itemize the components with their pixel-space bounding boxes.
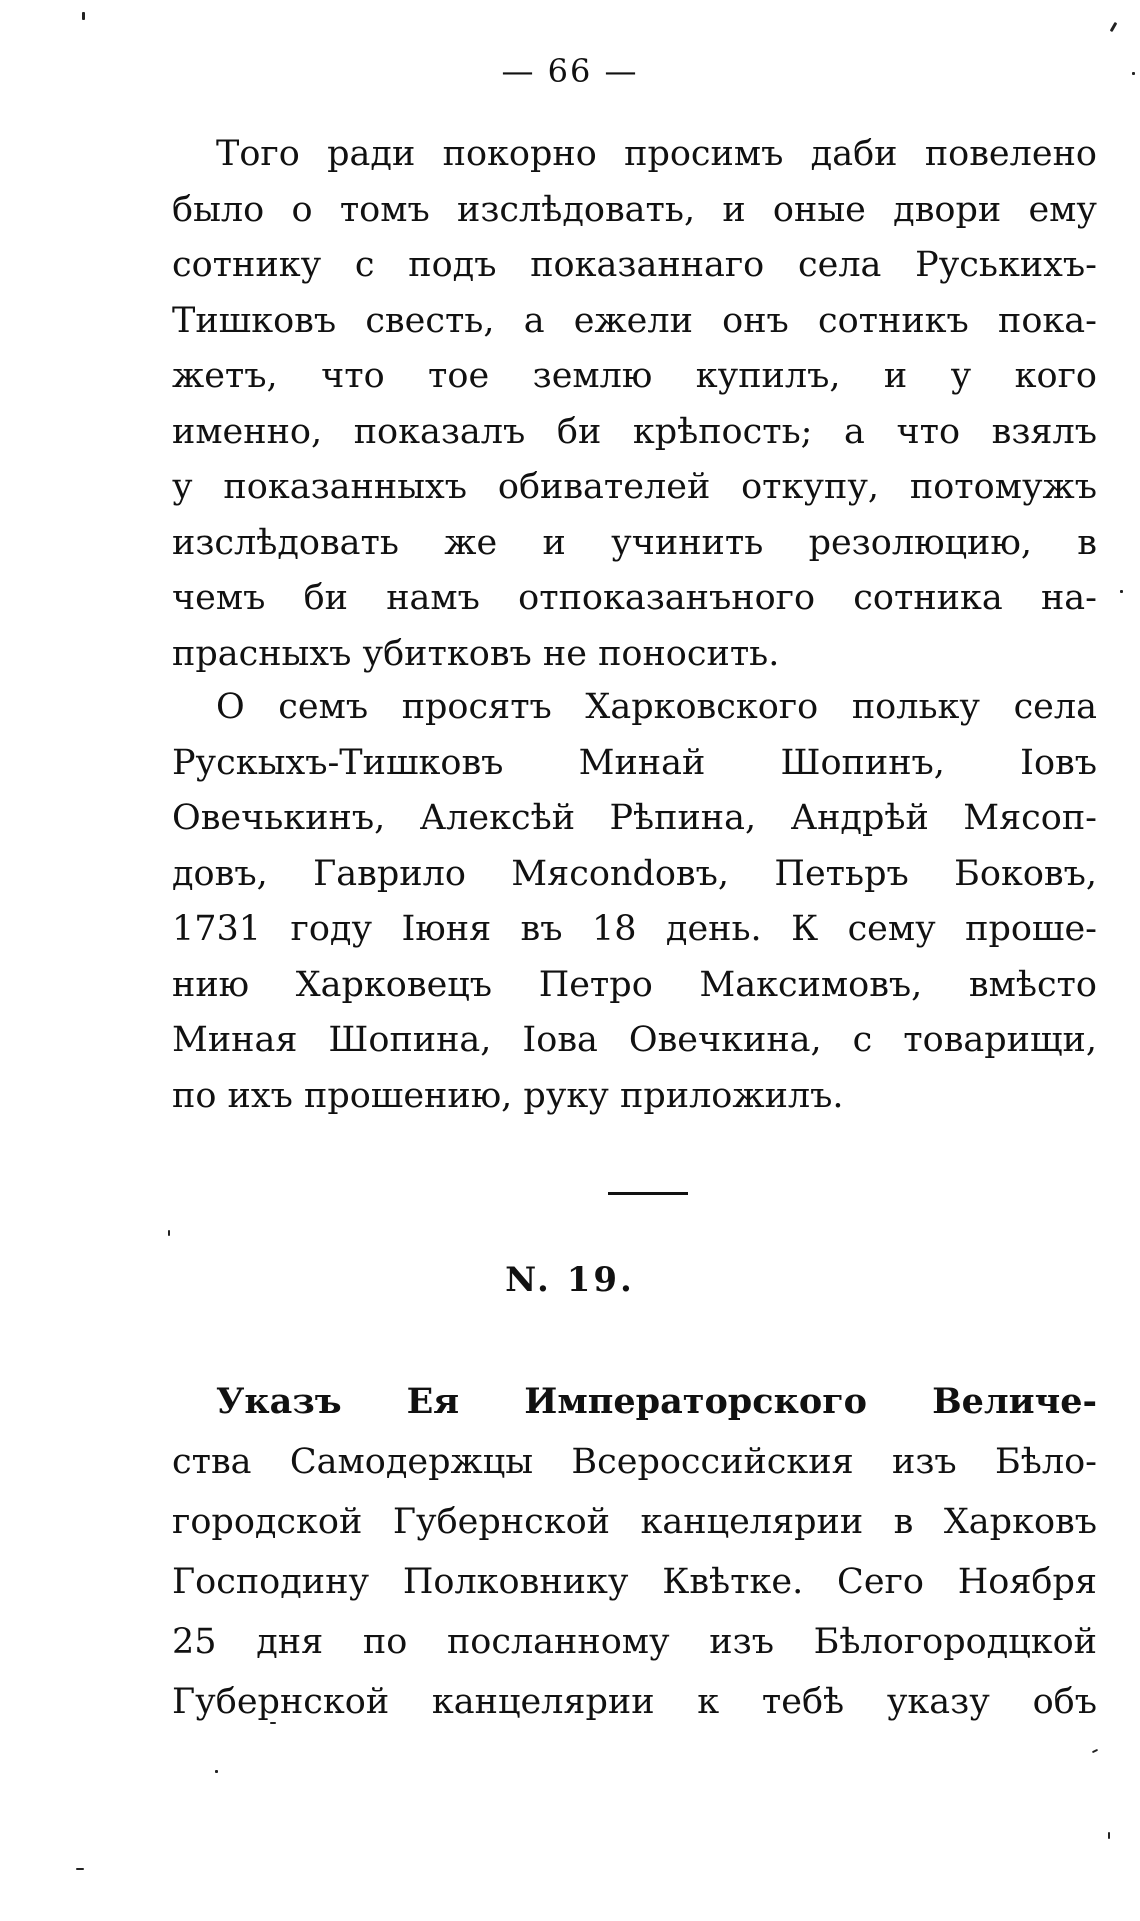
scan-speck bbox=[1108, 1832, 1110, 1839]
scan-speck bbox=[82, 12, 85, 20]
text-line: Указъ Ея Императорского Величе- bbox=[216, 1381, 1097, 1422]
text-line: Губернской канцелярии к тебѣ указу объ bbox=[172, 1682, 1097, 1722]
scan-speck bbox=[270, 1722, 276, 1724]
paragraph-petition-request bbox=[172, 127, 1097, 682]
scan-speck bbox=[1110, 22, 1118, 32]
text-line: нию Харковецъ Петро Максимовъ, вмѣсто bbox=[172, 964, 1097, 1005]
scan-speck bbox=[76, 1868, 84, 1870]
text-line: жетъ, что тое землю купилъ, и у кого bbox=[172, 356, 1097, 396]
paragraph-petitioners bbox=[172, 680, 1097, 1124]
scan-speck bbox=[168, 1230, 170, 1236]
paragraph-decree bbox=[172, 1372, 1097, 1732]
text-line: довъ, Гаврило Мясоndовъ, Петьръ Боковъ, bbox=[172, 853, 1097, 894]
text-line: чемъ би намъ отпоказанъного сотника на- bbox=[172, 578, 1097, 618]
text-line: О семъ просятъ Харковского польку села bbox=[216, 687, 1097, 727]
text-line: Миная Шопина, Іова Овечкина, с товарищи, bbox=[172, 1020, 1097, 1060]
text-line: 25 дня по посланному изъ Бѣлогородцкой bbox=[172, 1622, 1097, 1662]
scan-speck bbox=[1092, 1749, 1098, 1753]
document-number-heading: N. 19. bbox=[505, 1260, 635, 1300]
text-line: изслѣдовать же и учинить резолюцию, в bbox=[172, 522, 1097, 563]
text-line: Господину Полковнику Квѣтке. Сего Ноября bbox=[172, 1562, 1097, 1602]
section-divider bbox=[608, 1192, 688, 1195]
text-line: прасныхъ убитковъ не поносить. bbox=[172, 633, 780, 674]
text-line: сотнику с подъ показаннаго села Руськихъ- bbox=[172, 245, 1097, 285]
text-line: у показанныхъ обивателей откупу, потомужъ bbox=[172, 467, 1097, 507]
scan-speck bbox=[1132, 72, 1135, 75]
text-line: именно, показалъ би крѣпость; а что взялъ bbox=[172, 411, 1097, 452]
scan-speck bbox=[1120, 590, 1123, 593]
text-line: было о томъ изслѣдовать, и оные двори ему bbox=[172, 189, 1097, 230]
text-line: городской Губернской канцелярии в Харковъ bbox=[172, 1502, 1097, 1542]
scan-speck bbox=[215, 1770, 218, 1773]
text-line: Тишковъ свесть, а ежели онъ сотникъ пока- bbox=[172, 300, 1097, 341]
text-line: 1731 году Іюня въ 18 день. К сему проше- bbox=[172, 909, 1097, 949]
text-line: по ихъ прошению, руку приложилъ. bbox=[172, 1075, 844, 1116]
text-line: Рускыхъ-Тишковъ Минай Шопинъ, Іовъ bbox=[172, 742, 1097, 783]
page-number: — 66 — bbox=[501, 52, 639, 90]
text-line: Того ради покорно просимъ даби повелено bbox=[216, 134, 1097, 174]
text-line: ства Самодержцы Всероссийския изъ Бѣло- bbox=[172, 1442, 1097, 1482]
text-line: Овечькинъ, Алексѣй Рѣпина, Андрѣй Мясоп- bbox=[172, 798, 1097, 838]
